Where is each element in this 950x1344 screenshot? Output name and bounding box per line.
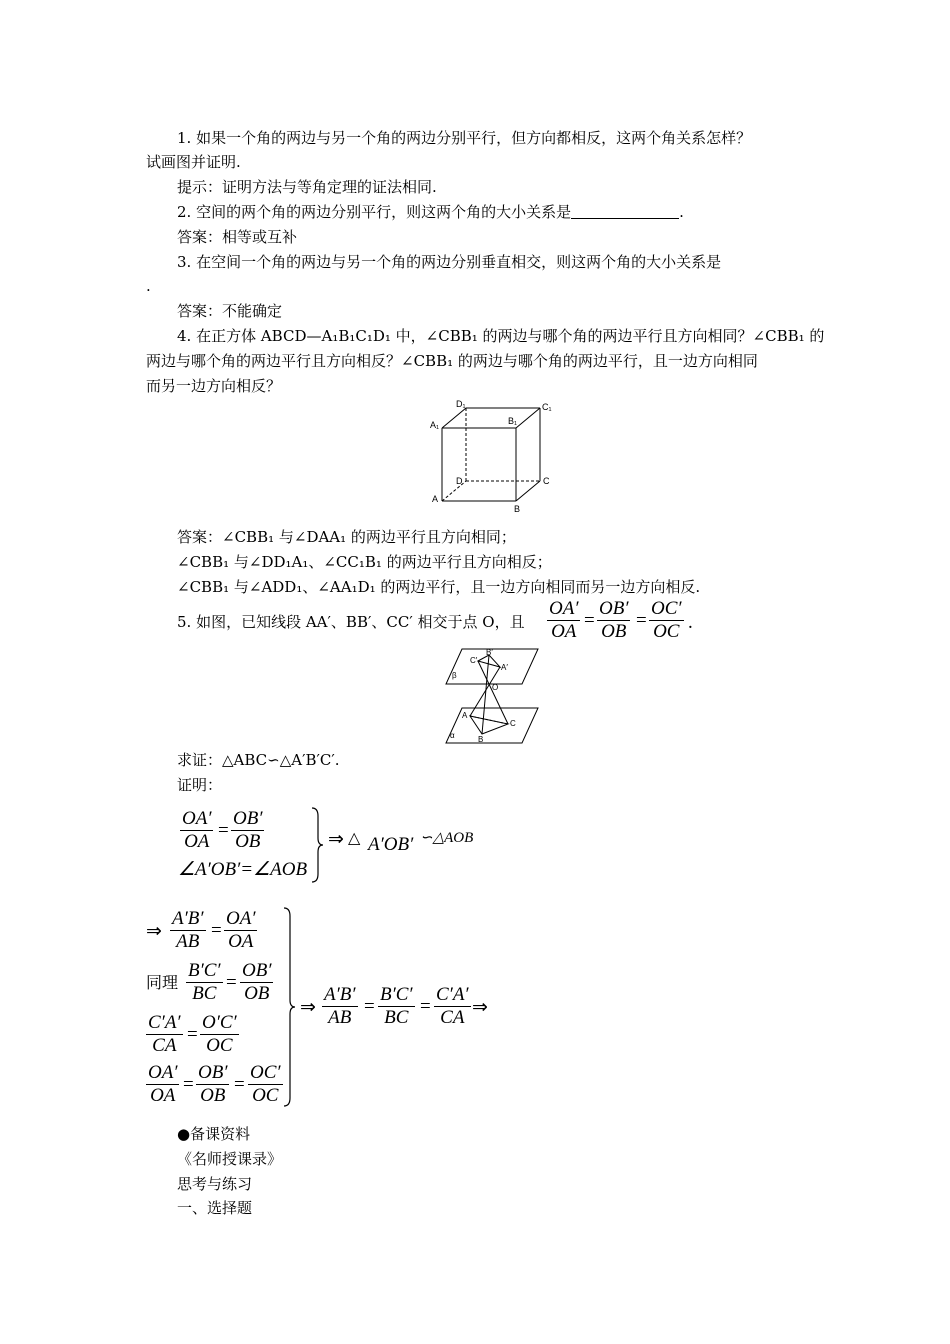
r2-frac-1 bbox=[186, 960, 223, 1005]
r1-frac-1 bbox=[170, 908, 206, 953]
equals-sign: = bbox=[420, 996, 431, 1017]
q4-answer2: ∠CBB₁ 与∠DD₁A₁、∠CC₁B₁ 的两边平行且方向相反； bbox=[177, 553, 552, 571]
q2-answer: 答案：相等或互补 bbox=[177, 228, 298, 246]
label-a: A bbox=[462, 711, 468, 720]
label-b: B bbox=[478, 735, 484, 744]
frac-num: OC′ bbox=[651, 598, 682, 619]
q3-line1: 3. 在空间一个角的两边与另一个角的两边分别垂直相交，则这两个角的大小关系是 bbox=[177, 253, 722, 271]
q5-text: 5. 如图，已知线段 AA′、BB′、CC′ 相交于点 O，且 bbox=[177, 613, 525, 631]
book-title: 《名师授课录》 bbox=[177, 1150, 283, 1168]
cube-figure bbox=[426, 398, 556, 516]
equals-sign: = bbox=[183, 1074, 194, 1095]
edge-bc bbox=[516, 481, 540, 501]
label-b1: B₁ bbox=[508, 416, 518, 426]
frac-den: BC bbox=[384, 1007, 409, 1028]
frac-den: CA bbox=[152, 1035, 177, 1056]
label-a-prime: A′ bbox=[501, 663, 508, 672]
r4-frac-2 bbox=[196, 1062, 229, 1107]
frac-num: O′C′ bbox=[202, 1012, 237, 1033]
frac-den: OA bbox=[150, 1085, 176, 1106]
r4-frac-3 bbox=[248, 1062, 283, 1107]
frac-den: OC bbox=[206, 1035, 233, 1056]
choice-heading: 一、选择题 bbox=[177, 1199, 253, 1217]
r1-frac-2 bbox=[224, 908, 257, 953]
equals-sign: = bbox=[636, 610, 647, 631]
frac-num: OA′ bbox=[549, 598, 579, 619]
label-a1: A₁ bbox=[430, 420, 440, 430]
q1-hint: 提示：证明方法与等角定理的证法相同. bbox=[177, 178, 437, 196]
frac-den: OA bbox=[184, 831, 210, 852]
frac-num: A′B′ bbox=[324, 984, 356, 1005]
frac-num: OB′ bbox=[233, 808, 263, 829]
frac-num: OA′ bbox=[182, 808, 212, 829]
label-alpha: α bbox=[450, 731, 455, 740]
frac-num: OA′ bbox=[226, 908, 256, 929]
label-c: C bbox=[510, 719, 516, 728]
triangle-symbol: △ bbox=[348, 830, 361, 847]
frac-den: CA bbox=[440, 1007, 465, 1028]
frac-num: OB′ bbox=[599, 598, 629, 619]
frac-num: OA′ bbox=[148, 1062, 178, 1083]
q2-text bbox=[177, 202, 684, 222]
conclusion-frac-2 bbox=[378, 984, 415, 1029]
q2-end: . bbox=[679, 203, 684, 221]
frac-den: OB bbox=[244, 983, 270, 1004]
frac-num: OC′ bbox=[250, 1062, 281, 1083]
frac-num: C′A′ bbox=[436, 984, 469, 1005]
section-heading: ●备课资料 bbox=[177, 1125, 251, 1143]
frac-num: OB′ bbox=[198, 1062, 228, 1083]
q3-answer: 答案：不能确定 bbox=[177, 302, 283, 320]
frac-den: OB bbox=[601, 621, 627, 642]
frac-num: B′C′ bbox=[188, 960, 221, 981]
right-brace-2 bbox=[282, 906, 296, 1108]
label-d: D bbox=[456, 476, 463, 486]
equals-sign: = bbox=[218, 820, 229, 841]
frac-num: OB′ bbox=[242, 960, 272, 981]
equals-sign: = bbox=[364, 996, 375, 1017]
label-c: C bbox=[543, 476, 550, 486]
angle-equality: ∠A′OB′=∠AOB bbox=[178, 859, 308, 880]
q4-line1: 4. 在正方体 ABCD—A₁B₁C₁D₁ 中，∠CBB₁ 的两边与哪个角的两边平行且方向相同？∠CBB₁ 的 bbox=[177, 327, 825, 345]
triangle-name: A′OB′ bbox=[368, 834, 414, 855]
proof1-frac-2 bbox=[231, 808, 264, 853]
r3-frac-1 bbox=[146, 1012, 183, 1057]
edge-a1d1 bbox=[442, 408, 466, 428]
frac-den: OB bbox=[200, 1085, 226, 1106]
q5-frac-3 bbox=[649, 598, 684, 643]
equals-sign: = bbox=[187, 1024, 198, 1045]
triangle-lower bbox=[470, 716, 508, 734]
q5-prove: 求证：△ABC∽△A′B′C′. bbox=[177, 751, 340, 769]
q5-frac-1 bbox=[547, 598, 580, 643]
implies-arrow: ⇒ bbox=[146, 921, 162, 942]
period: . bbox=[688, 612, 693, 633]
frac-num: B′C′ bbox=[380, 984, 413, 1005]
q5-proof-label: 证明： bbox=[177, 776, 223, 794]
equals-sign: = bbox=[584, 610, 595, 631]
frac-den: OA bbox=[228, 931, 254, 952]
frac-den: BC bbox=[192, 983, 217, 1004]
q1-line2: 试画图并证明. bbox=[146, 153, 241, 171]
q4-line3: 而另一边方向相反？ bbox=[146, 377, 282, 395]
implies-arrow: ⇒ bbox=[328, 829, 344, 850]
q4-answer1: 答案：∠CBB₁ 与∠DAA₁ 的两边平行且方向相同； bbox=[177, 528, 516, 546]
label-c-prime: C′ bbox=[470, 656, 478, 665]
plane-alpha bbox=[446, 708, 538, 743]
q4-line2: 两边与哪个角的两边平行且方向相反？∠CBB₁ 的两边与哪个角的两边平行，且一边方向相同 bbox=[146, 352, 758, 370]
frac-num: C′A′ bbox=[148, 1012, 181, 1033]
frac-den: OB bbox=[235, 831, 261, 852]
frac-den: AB bbox=[176, 931, 200, 952]
proof1-frac-1 bbox=[180, 808, 213, 853]
implies-arrow: ⇒ bbox=[300, 997, 316, 1018]
q3-line2: . bbox=[146, 277, 151, 295]
conclusion-frac-3 bbox=[434, 984, 471, 1029]
r4-frac-1 bbox=[146, 1062, 179, 1107]
frac-den: OC bbox=[252, 1085, 279, 1106]
r3-frac-2 bbox=[200, 1012, 239, 1057]
equals-sign: = bbox=[211, 920, 222, 941]
conclusion-frac-1 bbox=[322, 984, 358, 1029]
edge-b1c1 bbox=[516, 408, 540, 428]
q4-answer3: ∠CBB₁ 与∠ADD₁、∠AA₁D₁ 的两边平行，且一边方向相同而另一边方向相反. bbox=[177, 578, 701, 596]
frac-num: A′B′ bbox=[172, 908, 204, 929]
q2-question: 2. 空间的两个角的两边分别平行，则这两个角的大小关系是 bbox=[177, 203, 572, 221]
implies-arrow: ⇒ bbox=[472, 997, 488, 1018]
label-d1: D₁ bbox=[456, 399, 466, 409]
q1-line1: 1. 如果一个角的两边与另一个角的两边分别平行，但方向都相反，这两个角关系怎样？ bbox=[177, 129, 752, 147]
think-practice: 思考与练习 bbox=[177, 1175, 253, 1193]
frac-den: OC bbox=[653, 621, 680, 642]
equals-sign: = bbox=[226, 972, 237, 993]
label-o: O bbox=[492, 683, 499, 692]
label-b: B bbox=[514, 504, 521, 514]
label-beta: β bbox=[452, 671, 457, 680]
planes-figure bbox=[442, 646, 542, 746]
label-a: A bbox=[432, 494, 439, 504]
r2-frac-2 bbox=[240, 960, 273, 1005]
tongli-label: 同理 bbox=[146, 973, 179, 992]
right-brace-1 bbox=[310, 806, 324, 884]
equals-sign: = bbox=[234, 1074, 245, 1095]
label-c1: C₁ bbox=[542, 402, 552, 412]
q5-frac-2 bbox=[597, 598, 630, 643]
frac-den: AB bbox=[328, 1007, 352, 1028]
answer-blank bbox=[571, 204, 679, 219]
label-b-prime: B′ bbox=[486, 648, 493, 657]
similar-statement: ∽△AOB bbox=[420, 830, 474, 846]
frac-den: OA bbox=[551, 621, 577, 642]
